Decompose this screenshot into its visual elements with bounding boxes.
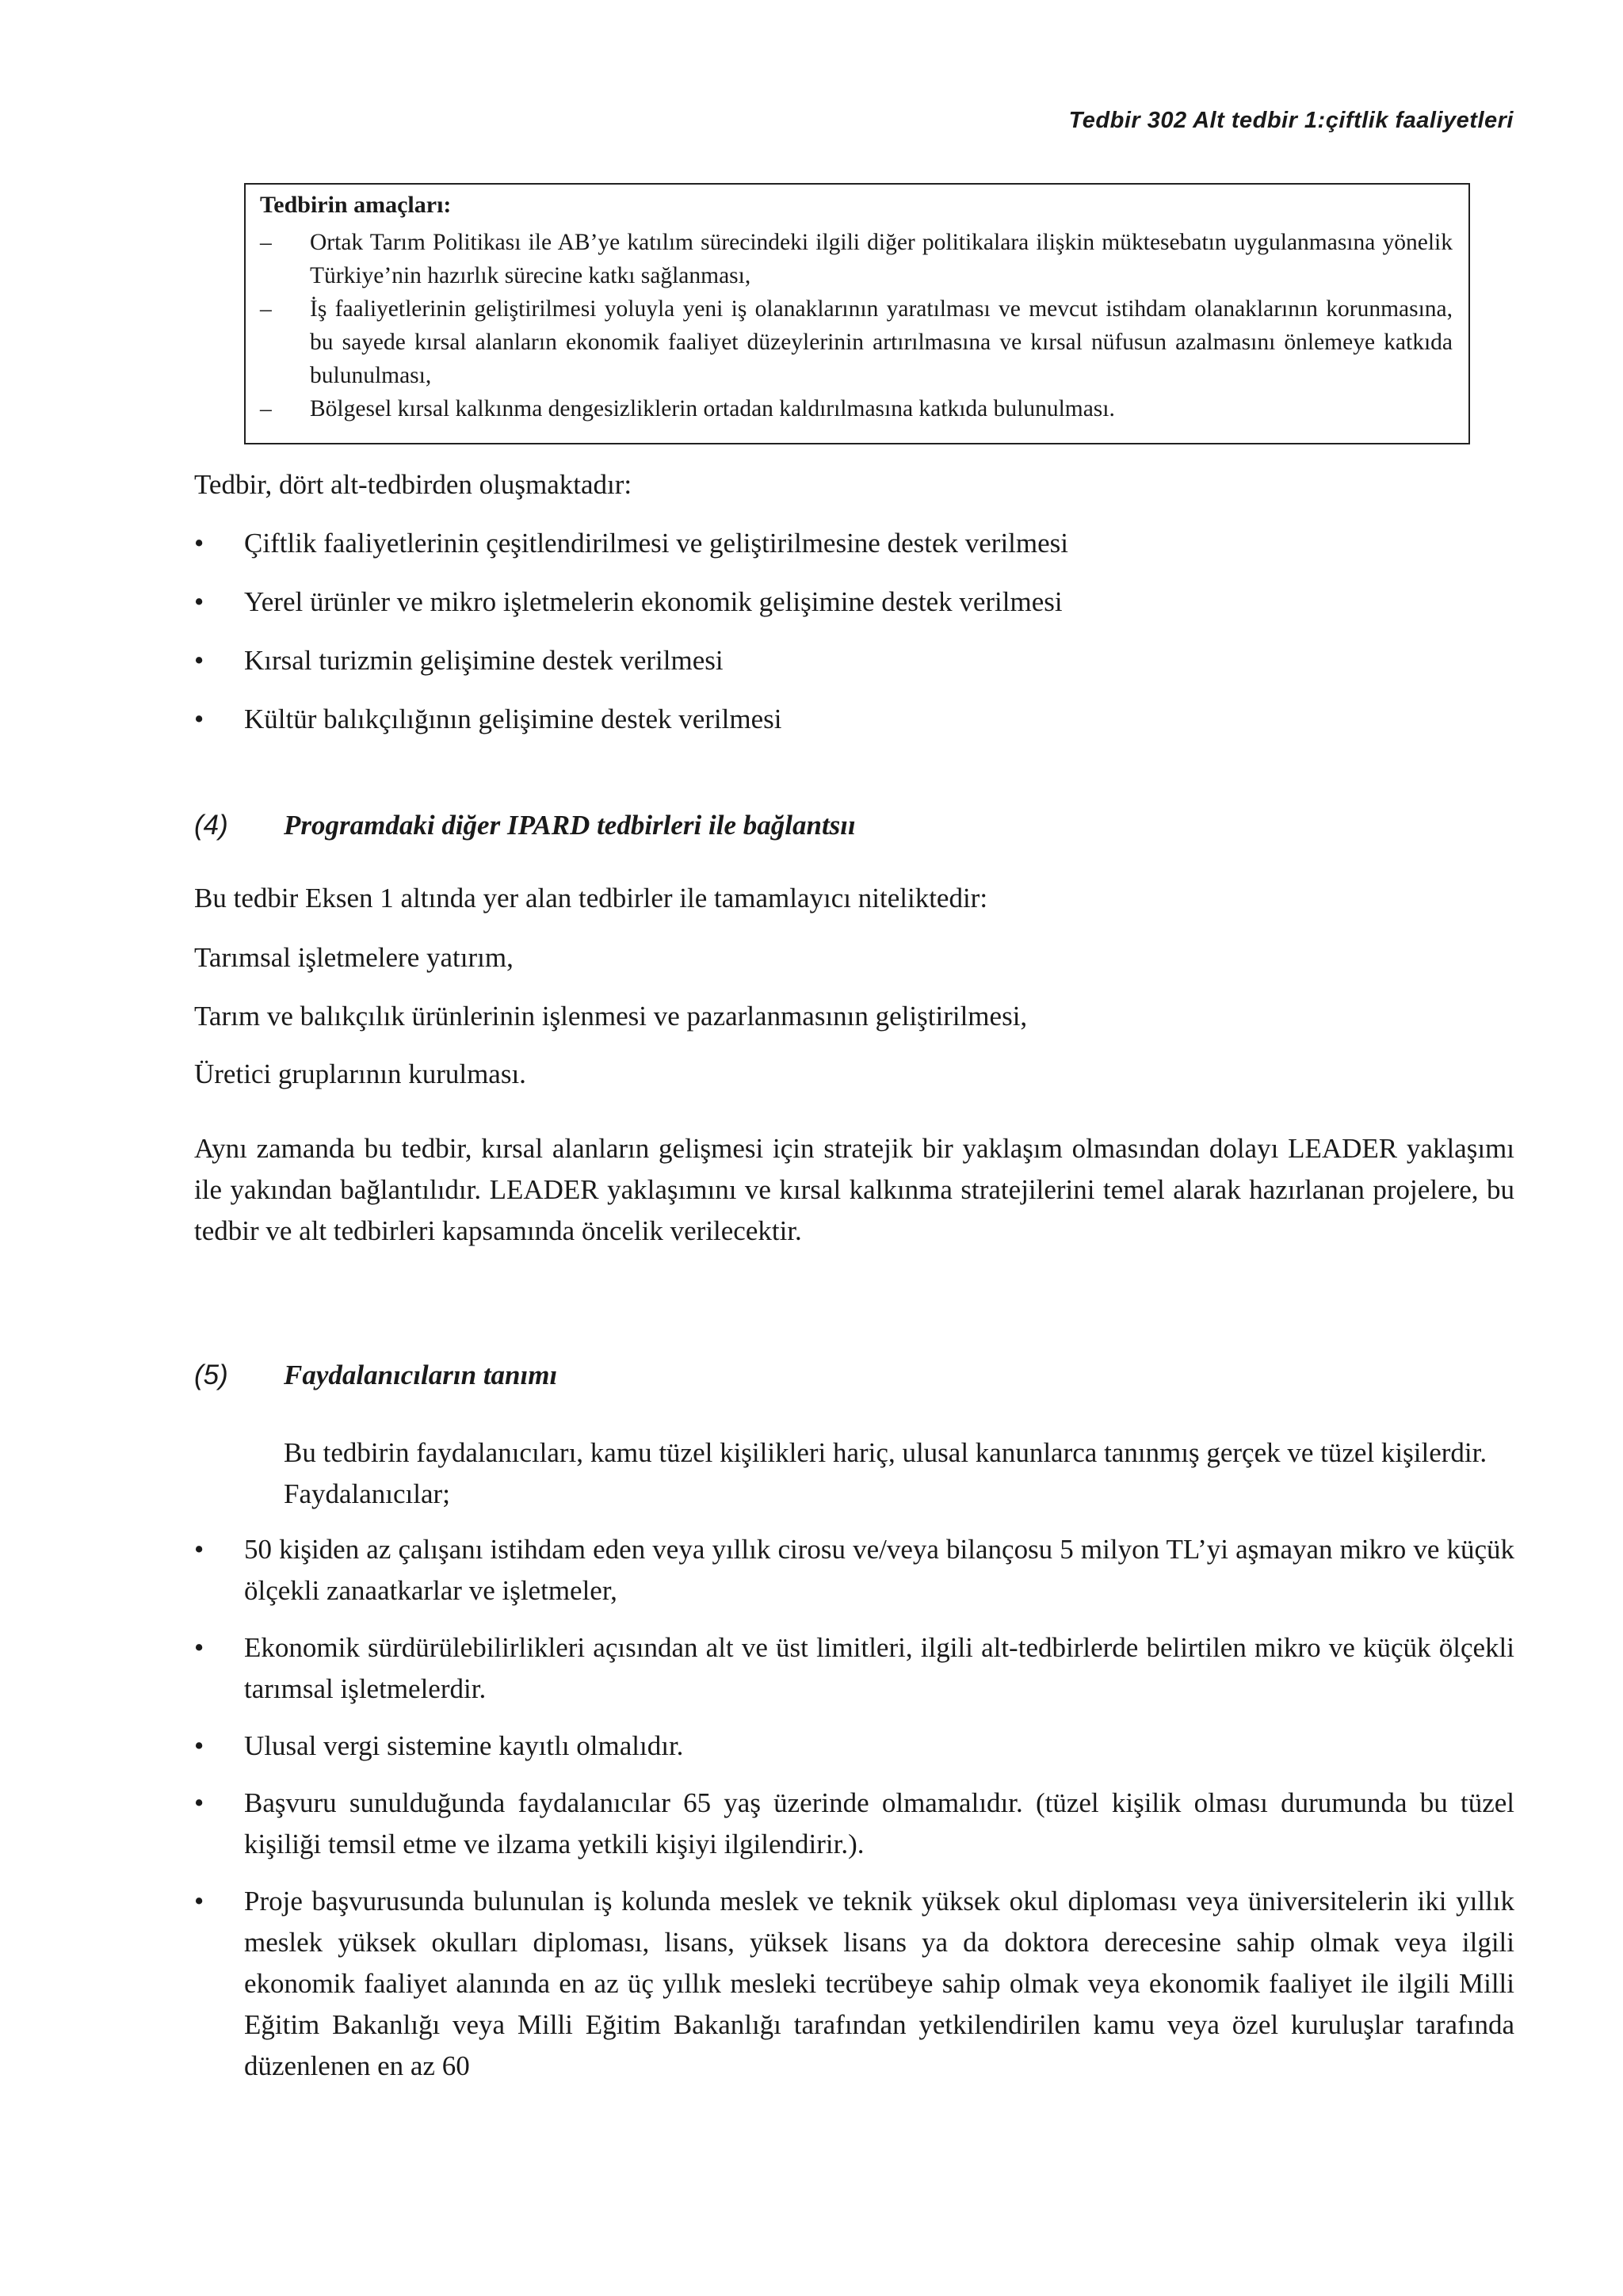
list-item [194, 1881, 1514, 2087]
dash-marker: – [260, 296, 272, 322]
list-item [194, 1783, 1514, 1865]
list-item [194, 1627, 1514, 1710]
objective-text: İş faaliyetlerinin geliştirilmesi yoluyla yeni iş olanaklarının yaratılması ve mevcut istihdam olanaklarının korunmasına, bu sayede kırsal alanların ekonomik faaliyet düzeylerinin artırılmasına ve kırsal nüfusun azalmasını önlemeye katkıda bulunulması, [310, 296, 1453, 388]
beneficiary-list [194, 1529, 1514, 2087]
sub-measures-intro: Tedbir, dört alt-tedbirden oluşmaktadır: [194, 469, 632, 500]
section-4-intro: Bu tedbir Eksen 1 altında yer alan tedbirler ile tamamlayıcı niteliktedir: [194, 883, 988, 913]
section-title: Faydalanıcıların tanımı [284, 1360, 558, 1390]
complementary-measure: Tarım ve balıkçılık ürünlerinin işlenmesi ve pazarlanmasının geliştirilmesi, [194, 1001, 1028, 1032]
bullet-marker: • [194, 1886, 204, 1917]
list-item-text: 50 kişiden az çalışanı istihdam eden veya yıllık cirosu ve/veya bilançosu 5 milyon TL’yi aşmayan mikro ve küçük ölçekli zanaatkarlar ve işletmeler, [244, 1534, 1514, 1606]
bullet-marker: • [194, 528, 204, 559]
list-item-text: Çiftlik faaliyetlerinin çeşitlendirilmesi ve geliştirilmesine destek verilmesi [244, 528, 1069, 559]
list-item-text: Ulusal vergi sistemine kayıtlı olmalıdır. [244, 1730, 684, 1761]
bullet-marker: • [194, 1534, 204, 1565]
objectives-title: Tedbirin amaçları: [260, 192, 452, 218]
objective-item [260, 392, 1453, 425]
bullet-marker: • [194, 586, 204, 617]
bullet-marker: • [194, 704, 204, 734]
section-number: (4) [194, 810, 228, 841]
bullet-marker: • [194, 645, 204, 676]
objectives-box [244, 183, 1470, 444]
list-item-text: Kırsal turizmin gelişimine destek verilmesi [244, 645, 724, 676]
section-5-heading [194, 1355, 557, 1396]
list-item-text: Ekonomik sürdürülebilirlikleri açısından alt ve üst limitleri, ilgili alt-tedbirlerde belirtilen mikro ve küçük ölçekli tarımsal işletmelerdir. [244, 1632, 1514, 1704]
list-item-text: Kültür balıkçılığının gelişimine destek verilmesi [244, 704, 782, 734]
objective-item [260, 226, 1453, 292]
list-item-text: Proje başvurusunda bulunulan iş kolunda meslek ve teknik yüksek okul diploması veya üniversitelerin iki yıllık meslek yüksek okulları diploması, lisans, yüksek lisans ya da doktora derecesine sahip olmak veya ilgili ekonomik faaliyet alanında en az üç yıllık mesleki tecrübeye sahip olmak veya ekonomik faaliyet ile ilgili Milli Eğitim Bakanlığı veya Milli Eğitim Bakanlığı tarafından yetkilendirilen kamu veya özel kuruluşlar tarafında düzenlenen en az 60 [244, 1886, 1514, 2081]
running-header: Tedbir 302 Alt tedbir 1:çiftlik faaliyetleri [1068, 108, 1514, 133]
leader-paragraph: Aynı zamanda bu tedbir, kırsal alanların gelişmesi için stratejik bir yaklaşım olmasından dolayı LEADER yaklaşımı ile yakından bağlantılıdır. LEADER yaklaşımını ve kırsal kalkınma stratejilerini temel alarak hazırlanan projelere, bu tedbir ve alt tedbirleri kapsamında öncelik verilecektir. [194, 1133, 1514, 1246]
sub-measures-list [194, 523, 1514, 740]
objective-item [260, 292, 1453, 392]
dash-marker: – [260, 396, 272, 421]
complementary-measure: Tarımsal işletmelere yatırım, [194, 942, 514, 973]
list-item [194, 1529, 1514, 1611]
dash-marker: – [260, 230, 272, 255]
list-item [194, 640, 1514, 681]
list-item [194, 582, 1514, 623]
bullet-marker: • [194, 1787, 204, 1818]
list-item-text: Başvuru sunulduğunda faydalanıcılar 65 yaş üzerinde olmamalıdır. (tüzel kişilik olması durumunda bu tüzel kişiliği temsil etme ve ilzama yetkili kişiyi ilgilendirir.). [244, 1787, 1514, 1859]
list-item [194, 699, 1514, 740]
section-number: (5) [194, 1360, 228, 1390]
list-item [194, 1726, 1514, 1767]
section-5-intro: Bu tedbirin faydalanıcıları, kamu tüzel kişilikleri hariç, ulusal kanunlarca tanınmış gerçek ve tüzel kişilerdir. Faydalanıcılar; [284, 1437, 1487, 1509]
section-title: Programdaki diğer IPARD tedbirleri ile bağlantsıı [284, 810, 856, 841]
bullet-marker: • [194, 1632, 204, 1663]
objective-text: Bölgesel kırsal kalkınma dengesizliklerin ortadan kaldırılmasına katkıda bulunulması. [310, 396, 1115, 421]
list-item-text: Yerel ürünler ve mikro işletmelerin ekonomik gelişimine destek verilmesi [244, 586, 1063, 617]
complementary-measure: Üretici gruplarının kurulması. [194, 1058, 526, 1089]
bullet-marker: • [194, 1730, 204, 1761]
section-4-heading [194, 805, 856, 846]
objective-text: Ortak Tarım Politikası ile AB’ye katılım sürecindeki ilgili diğer politikalara ilişkin müktesebatın uygulanmasına yönelik Türkiye’nin hazırlık sürecine katkı sağlanması, [310, 230, 1453, 288]
list-item [194, 523, 1514, 564]
